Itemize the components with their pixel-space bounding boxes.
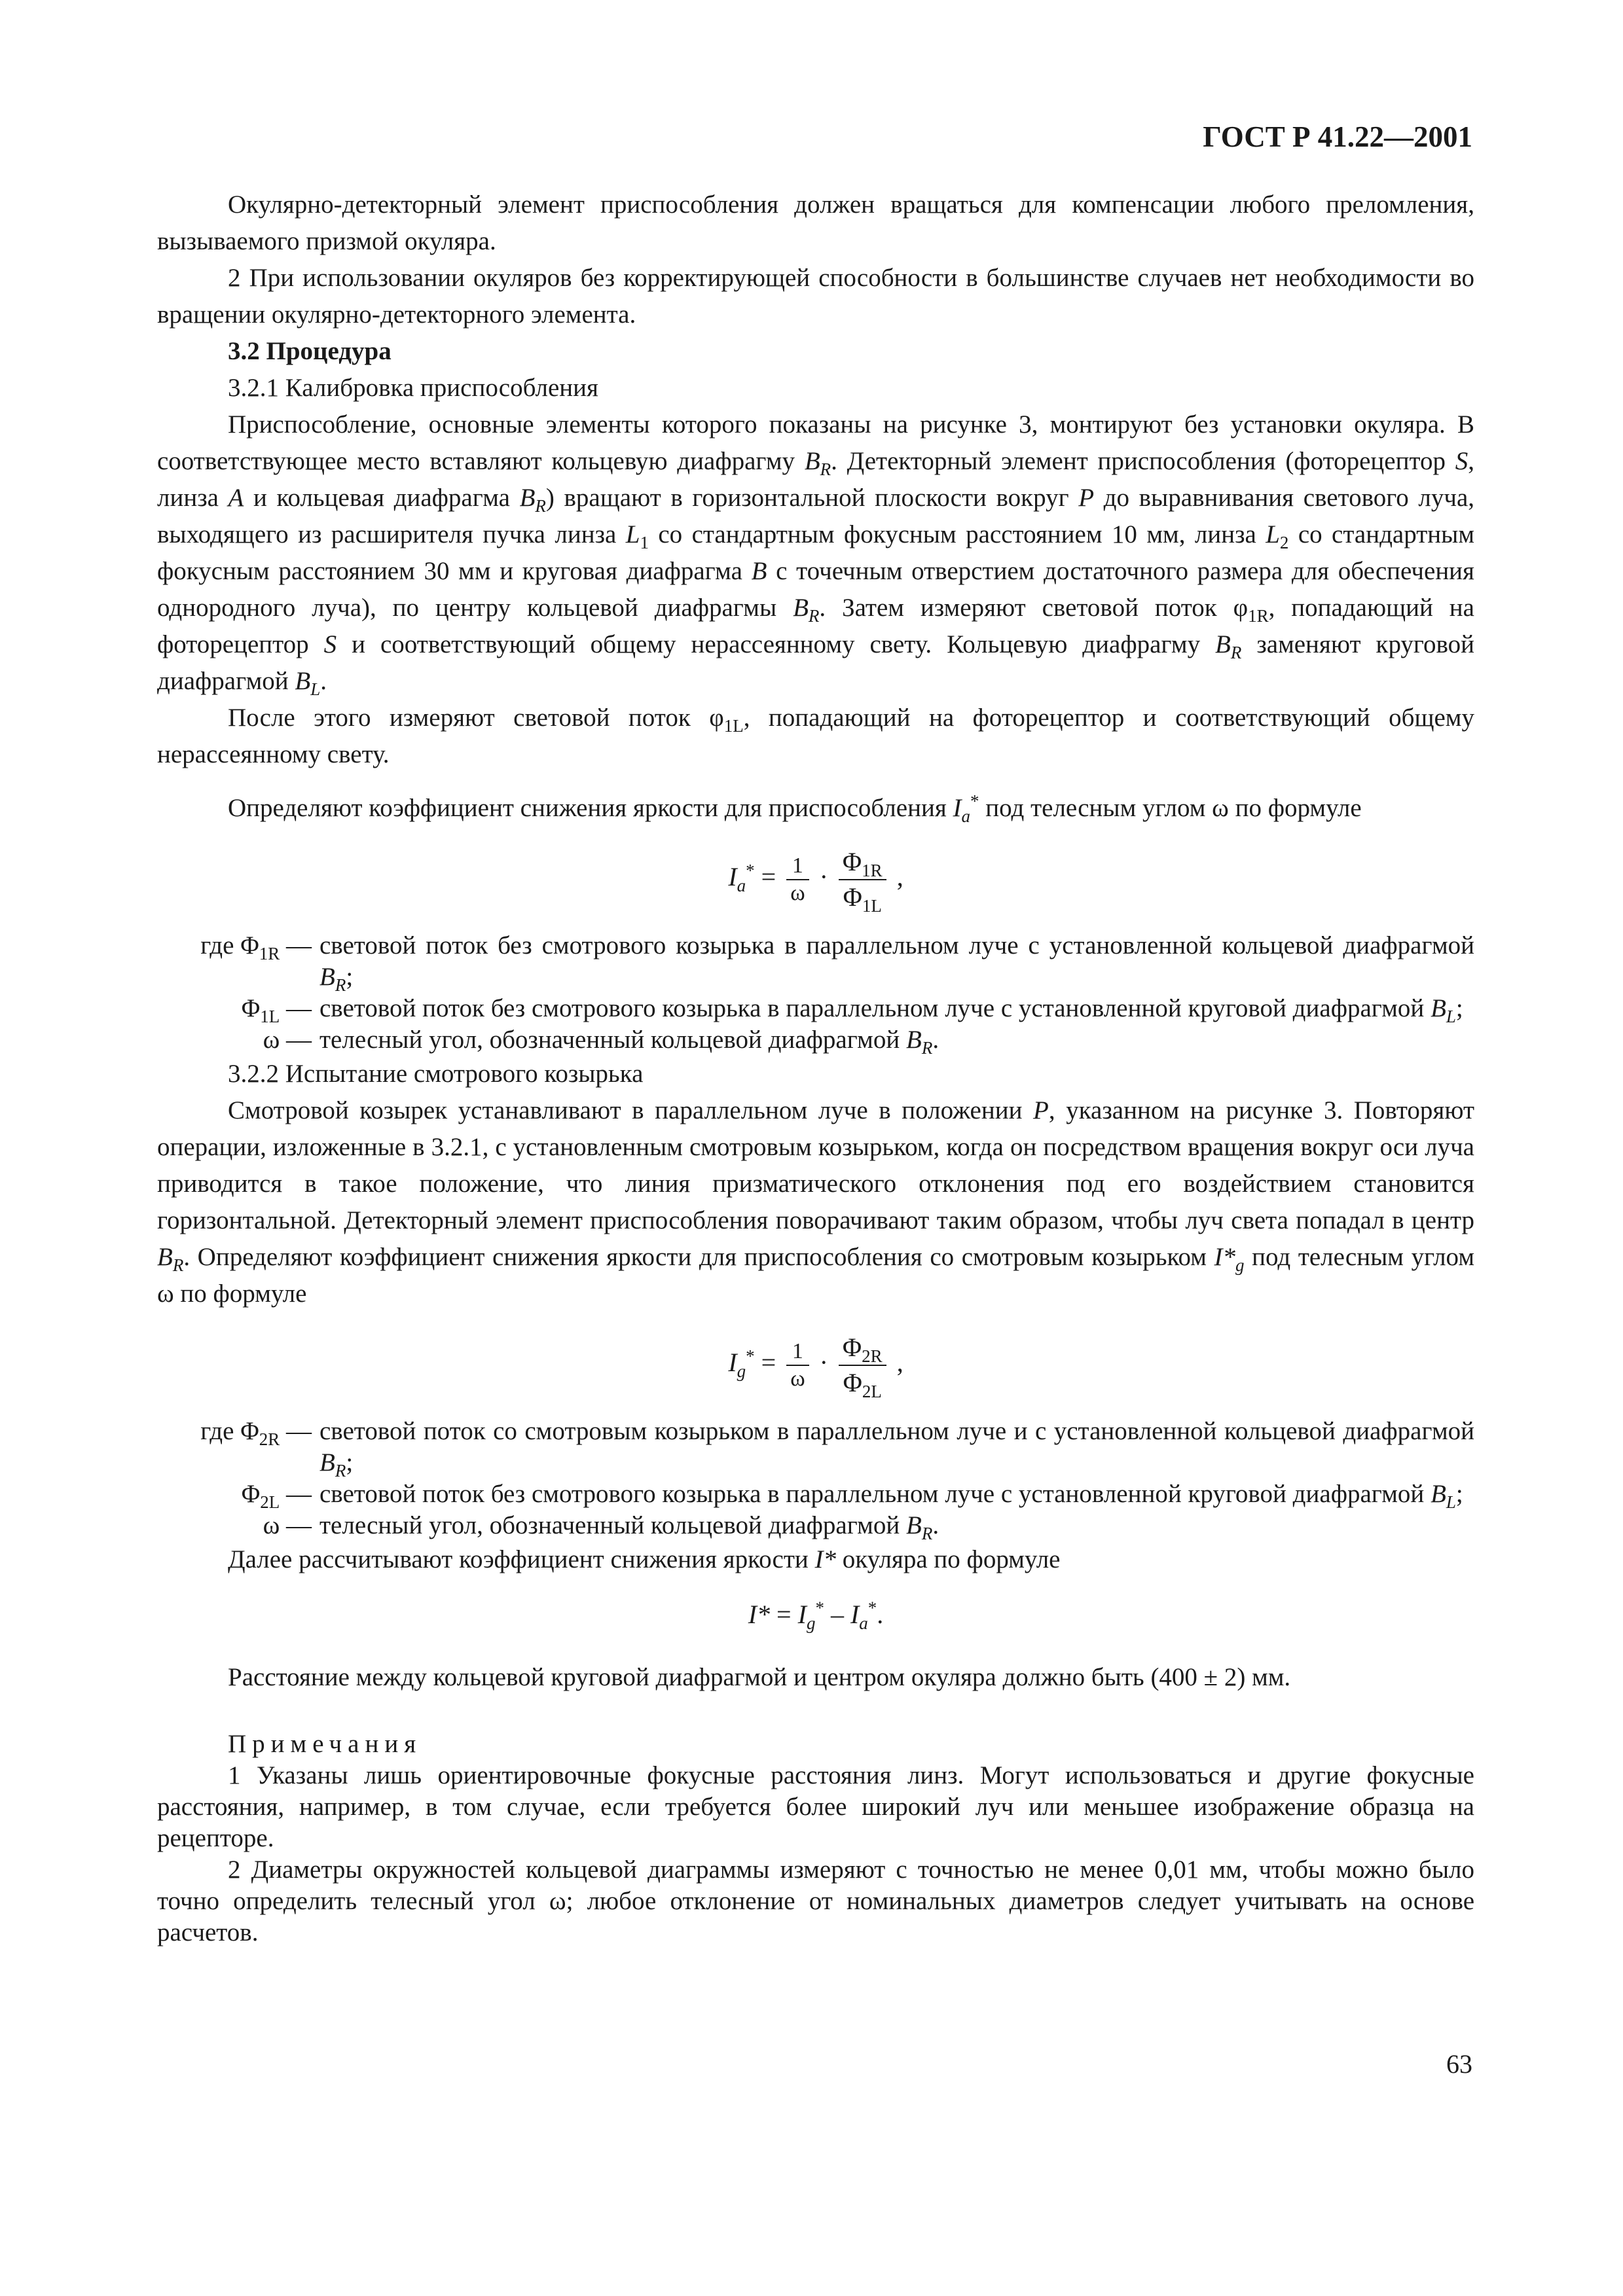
paragraph: Окулярно-детекторный элемент приспособления должен вращаться для компенсации любого преломления, вызываемого призмой окуляра.	[157, 190, 1474, 255]
formula-ia: $I_a^*$ = $\frac{1}{\omega}$ · $\frac{\Phi_{1R}}{\Phi_{1L}}$ ,	[157, 845, 1474, 914]
where-item: ω — телесный угол, обозначенный кольцевой диафрагмой $B_R$.	[263, 1026, 939, 1058]
note: 2 Диаметры окружностей кольцевой диаграммы измеряют с точностью не менее 0,01 мм, чтобы можно было точно определить телесный угол ω; любое отклонение от номинальных диаметров следует учитывать на основе расчетов.	[157, 1856, 1474, 1946]
where-list	[157, 930, 1474, 1056]
section-heading: 3.2 Процедура	[228, 337, 392, 365]
where-item: ω — телесный угол, обозначенный кольцевой диафрагмой $B_R$.	[263, 1511, 939, 1543]
formula-istar: $I* = I_g^* - I_a^*$.	[748, 1598, 884, 1633]
paragraph: Далее рассчитывают коэффициент снижения яркости I* окуляра по формуле	[228, 1545, 1061, 1573]
where-list	[157, 1416, 1474, 1541]
where-item: $\Phi_{1L}$ — световой поток без смотрового козырька в параллельном луче с установленной круговой диафрагмой $B_L$;	[241, 994, 1463, 1026]
paragraph: Расстояние между кольцевой круговой диафрагмой и центром окуляра должно быть (400 ± 2) мм.	[228, 1663, 1291, 1691]
page-body	[157, 187, 1474, 1948]
formula-ig: $I_g^*$ = $\frac{1}{\omega}$ · $\frac{\Phi_{2R}}{\Phi_{2L}}$ ,	[157, 1331, 1474, 1400]
paragraph: Смотровой козырек устанавливают в параллельном луче в положении P, указанном на рисунке 3. Повторяют операции, изложенные в 3.2.1, с установленным смотровым козырьком, когда он посредством вращения вокруг оси луча приводится в такое положение, что линия призматического отклонения под его воздействием становится горизонтальной. Детекторный элемент приспособления поворачивают таким образом, чтобы луч света попадал в центр $B_R$. Определяют коэффициент снижения яркости для приспособления со смотровым козырьком $I*_g$ под телесным углом ω по формуле	[157, 1096, 1475, 1308]
paragraph: Приспособление, основные элементы которого показаны на рисунке 3, монтируют без установки окуляра. В соответствующее место вставляют кольцевую диафрагму $B_R$. Детекторный элемент приспособления (фоторецептор S, линза A и кольцевая диафрагма $B_R$) вращают в горизонтальной плоскости вокруг P до выравнивания светового луча, выходящего из расширителя пучка линза $L_1$ со стандартным фокусным расстоянием 10 мм, линза $L_2$ со стандартным фокусным расстоянием 30 мм и круговая диафрагма B с точечным отверстием достаточного размера для обеспечения однородного луча), по центру кольцевой диафрагмы $B_R$. Затем измеряют световой поток $\varphi_{1R}$, попадающий на фоторецептор S и соответствующий общему нерассеянному свету. Кольцевую диафрагму $B_R$ заменяют круговой диафрагмой $B_L$.	[157, 410, 1475, 699]
page-header: ГОСТ Р 41.22—2001	[1203, 120, 1472, 153]
notes-block	[157, 1729, 1474, 1948]
where-item: $\Phi_{2L}$ — световой поток без смотрового козырька в параллельном луче с установленной круговой диафрагмой $B_L$;	[241, 1480, 1463, 1512]
paragraph: Определяют коэффициент снижения яркости для приспособления $I_a^*$ под телесным углом ω по формуле	[228, 791, 1362, 826]
notes-title: Примечания	[228, 1730, 422, 1758]
page-number: 63	[1446, 2049, 1472, 2079]
note: 1 Указаны лишь ориентировочные фокусные расстояния линз. Могут использоваться и другие фокусные расстояния, например, в том случае, если требуется более широкий луч или меньшее изображение образца на рецепторе.	[157, 1761, 1474, 1852]
paragraph: После этого измеряют световой поток $\varphi_{1L}$, попадающий на фоторецептор и соответствующий общему нерассеянному свету.	[157, 704, 1474, 768]
where-item: где $\Phi_{2R}$ — световой поток со смотровым козырьком в параллельном луче и с установленной кольцевой диафрагмой $B_R$;	[200, 1417, 1474, 1480]
paragraph: 2 При использовании окуляров без корректирующей способности в большинстве случаев нет необходимости во вращении окулярно-детекторного элемента.	[157, 264, 1474, 329]
subsection-heading: 3.2.1 Калибровка приспособления	[228, 374, 598, 402]
where-item: где $\Phi_{1R}$ — световой поток без смотрового козырька в параллельном луче с установленной кольцевой диафрагмой $B_R$;	[200, 931, 1474, 995]
subsection-heading: 3.2.2 Испытание смотрового козырька	[228, 1060, 644, 1088]
